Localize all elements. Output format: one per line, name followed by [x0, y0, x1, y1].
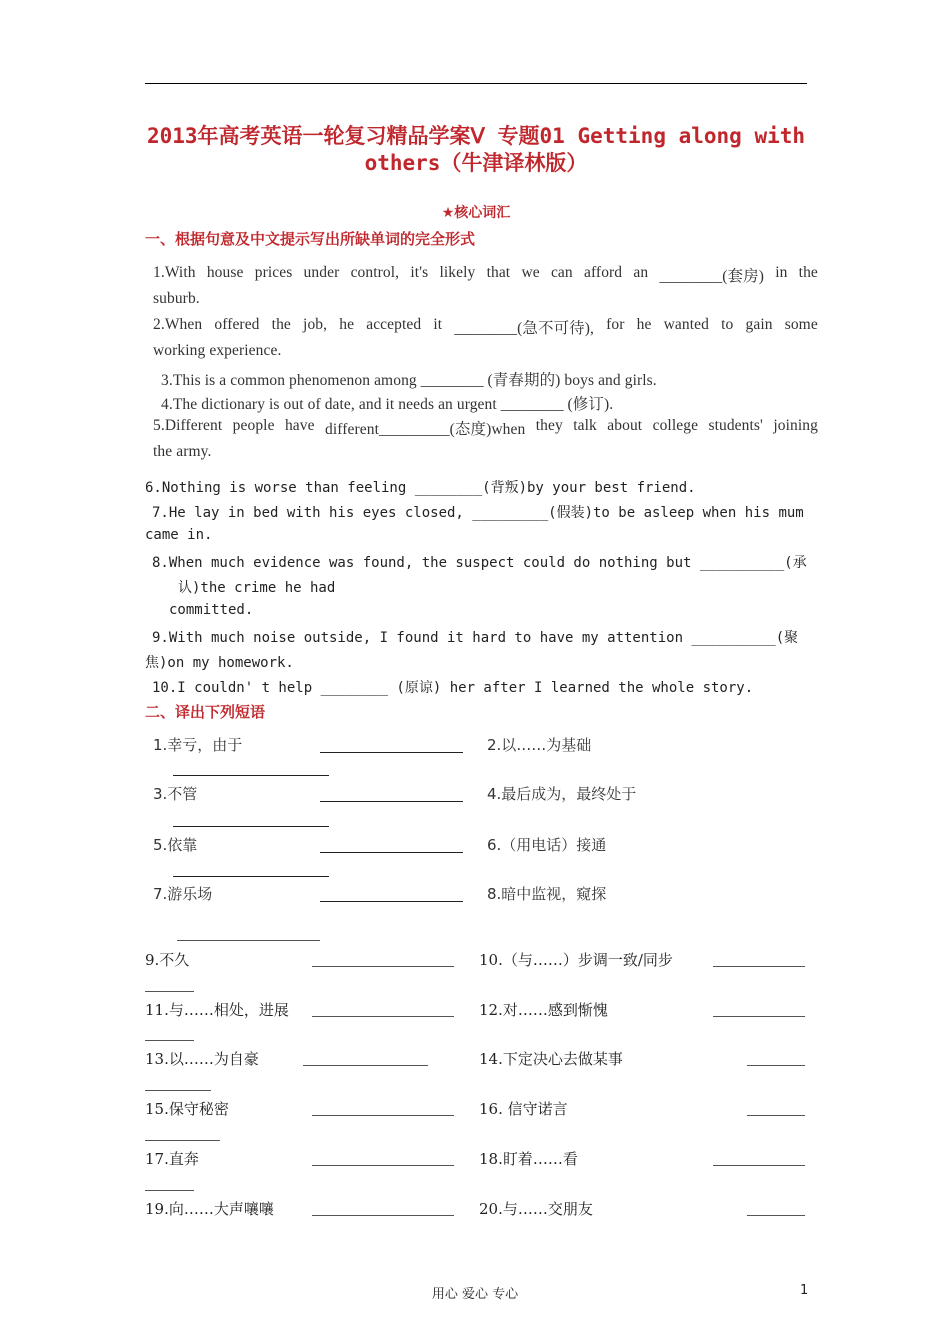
phrase-8: 8.暗中监视，窥探 [487, 885, 607, 903]
phrase-2: 2.以……为基础 [487, 736, 592, 754]
answer-line-18b[interactable] [145, 1190, 194, 1191]
phrase-7: 7.游乐场 [153, 885, 213, 903]
q8-line-c: committed. [169, 602, 254, 618]
section-1-heading: 一、根据句意及中文提示写出所缺单词的完全形式 [145, 230, 476, 248]
q8-line-a: 8.When much evidence was found, the suspect could do nothing but __________(承 [152, 555, 807, 571]
vocab-20: 20.与……交朋友 [479, 1200, 593, 1218]
phrase-1: 1.幸亏，由于 [153, 736, 243, 754]
q9-line-b: 焦)on my homework. [145, 655, 294, 671]
answer-line-2[interactable] [173, 775, 329, 776]
vocab-14: 14.下定决心去做某事 [479, 1050, 623, 1068]
q2-line-b: working experience. [153, 342, 282, 359]
title-line-1: 2013年高考英语一轮复习精品学案Ⅴ 专题01 Getting along with [146, 124, 806, 148]
q7-line-a: 7.He lay in bed with his eyes closed, _________(假装)to be asleep when his mum [152, 505, 804, 521]
vocab-18: 18.盯着……看 [479, 1150, 578, 1168]
vocab-10: 10.（与……）步调一致/同步 [479, 951, 673, 969]
answer-line-19[interactable] [312, 1215, 454, 1216]
vocab-17: 17.直奔 [145, 1150, 199, 1168]
q3-line: 3.This is a common phenomenon among ________ (青春期的) boys and girls. [161, 372, 657, 389]
vocab-13: 13.以……为自豪 [145, 1050, 259, 1068]
phrase-6: 6.（用电话）接通 [487, 836, 607, 854]
q10-line: 10.I couldn' t help ________ (原谅) her after I learned the whole story. [152, 680, 754, 696]
vocab-11: 11.与……相处，进展 [145, 1001, 289, 1019]
core-vocab-heading: ★核心词汇 [441, 205, 511, 221]
answer-line-10a[interactable] [713, 966, 805, 967]
phrase-3: 3.不管 [153, 785, 198, 803]
title-line-2: others（牛津译林版） [364, 151, 588, 175]
phrase-4: 4.最后成为，最终处于 [487, 785, 637, 803]
answer-line-9[interactable] [312, 966, 454, 967]
page-footer: 用心 爱心 专心 [431, 1287, 519, 1302]
page-title [145, 123, 807, 177]
phrase-5: 5.依靠 [153, 836, 198, 854]
answer-line-18a[interactable] [713, 1165, 805, 1166]
answer-line-11[interactable] [312, 1016, 454, 1017]
answer-line-20[interactable] [747, 1215, 805, 1216]
q5-line-b: the army. [153, 443, 212, 460]
answer-line-4[interactable] [173, 826, 329, 827]
q9-line-a: 9.With much noise outside, I found it hard to have my attention __________(聚 [152, 630, 799, 646]
q4-line: 4.The dictionary is out of date, and it needs an urgent ________ (修订). [161, 396, 614, 413]
answer-line-17[interactable] [312, 1165, 454, 1166]
exercise-block-scanned [153, 264, 818, 464]
answer-line-10b[interactable] [145, 991, 194, 992]
answer-line-7[interactable] [320, 901, 463, 902]
vocab-9: 9.不久 [145, 951, 190, 969]
q7-line-b: came in. [145, 527, 213, 543]
answer-line-16b[interactable] [145, 1140, 220, 1141]
vocab-16: 16. 信守诺言 [479, 1100, 568, 1118]
answer-line-14b[interactable] [145, 1090, 211, 1091]
answer-line-15[interactable] [312, 1115, 454, 1116]
answer-line-13[interactable] [303, 1065, 428, 1066]
answer-line-12a[interactable] [713, 1016, 805, 1017]
answer-line-12b[interactable] [145, 1040, 194, 1041]
vocab-15: 15.保守秘密 [145, 1100, 229, 1118]
q1-line-b: suburb. [153, 290, 200, 307]
answer-line-6[interactable] [173, 876, 329, 877]
page-number: 1 [800, 1283, 809, 1298]
vocab-19: 19.向……大声嚷嚷 [145, 1200, 274, 1218]
vocab-12: 12.对……感到惭愧 [479, 1001, 608, 1019]
answer-line-14a[interactable] [747, 1065, 805, 1066]
answer-line-8[interactable] [177, 940, 320, 941]
answer-line-5[interactable] [320, 852, 463, 853]
q8-line-b: 认)the crime he had [178, 580, 336, 596]
q5-line-a: 5.Different people have different_________(态度)when they talk about college students' joining [153, 417, 818, 438]
q2-line-a: 2.When offered the job, he accepted it ________(急不可待), for he wanted to gain some [153, 316, 818, 337]
q1-line-a: 1.With house prices under control, it's likely that we can afford an ________(套房) in the [153, 264, 818, 285]
section-2-heading: 二、译出下列短语 [145, 703, 266, 721]
top-rule [145, 83, 807, 84]
q6-line: 6.Nothing is worse than feeling ________(背叛)by your best friend. [145, 480, 696, 496]
answer-line-3[interactable] [320, 801, 463, 802]
answer-line-1[interactable] [320, 752, 463, 753]
answer-line-16a[interactable] [747, 1115, 805, 1116]
